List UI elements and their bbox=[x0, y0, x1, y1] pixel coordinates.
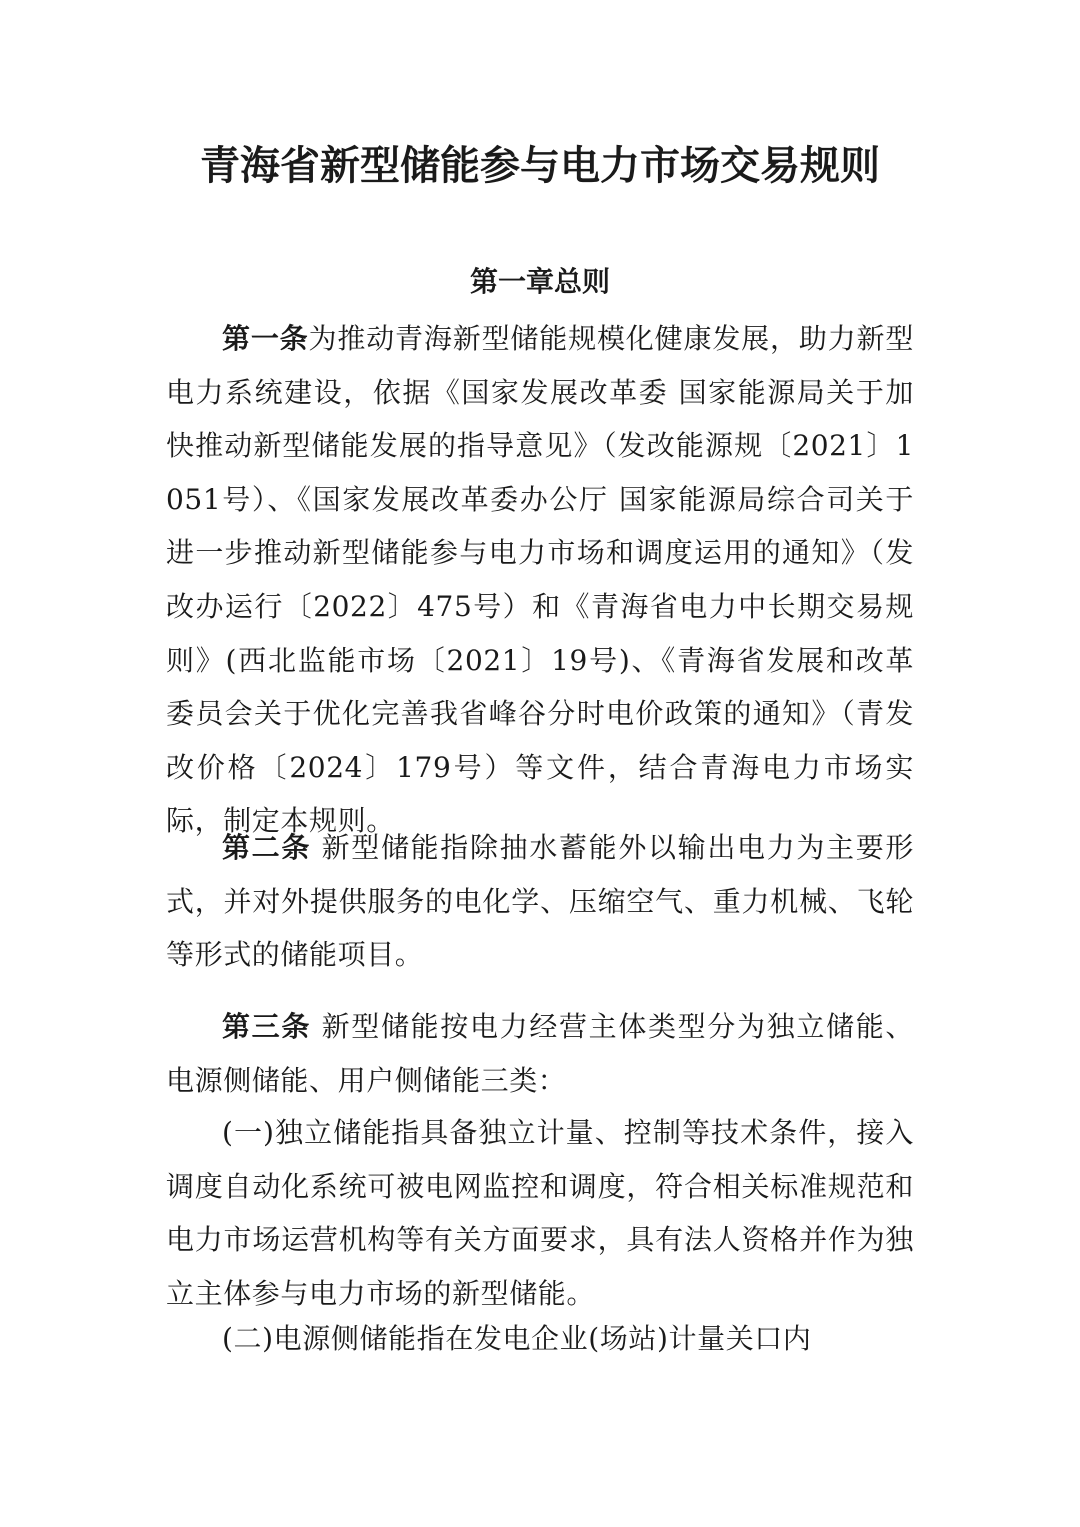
article-3-text: 新型储能按电力经营主体类型分为独立储能、电源侧储能、用户侧储能三类： bbox=[166, 1010, 914, 1097]
clause-2-text: (二)电源侧储能指在发电企业(场站)计量关口内 bbox=[222, 1322, 812, 1355]
article-3-number: 第三条 bbox=[222, 1010, 312, 1043]
clause-1-paragraph bbox=[166, 1106, 914, 1320]
clause-2-paragraph bbox=[166, 1312, 914, 1366]
article-2-text: 新型储能指除抽水蓄能外以输出电力为主要形式，并对外提供服务的电化学、压缩空气、重力机械、飞轮等形式的储能项目。 bbox=[166, 831, 914, 972]
article-2-paragraph bbox=[166, 821, 914, 982]
article-3-paragraph bbox=[166, 1000, 914, 1107]
article-1-text: 为推动青海新型储能规模化健康发展，助力新型电力系统建设，依据《国家发展改革委 国家能源局关于加快推动新型储能发展的指导意见》（发改能源规〔2021〕1051号）、《国家发展改革委办公厅 国家能源局综合司关于进一步推动新型储能参与电力市场和调度运用的通知》（发改办运行〔2022〕475号）和《青海省电力中长期交易规则》(西北监能市场〔2021〕19号)、《青海省发展和改革委员会关于优化完善我省峰谷分时电价政策的通知》（青发改价格〔2024〕179号）等文件，结合青海电力市场实际，制定本规则。 bbox=[166, 322, 914, 838]
document-title: 青海省新型储能参与电力市场交易规则 bbox=[200, 142, 880, 189]
article-1-number: 第一条 bbox=[222, 322, 309, 355]
clause-1-text: (一)独立储能指具备独立计量、控制等技术条件，接入调度自动化系统可被电网监控和调度，符合相关标准规范和电力市场运营机构等有关方面要求，具有法人资格并作为独立主体参与电力市场的新型储能。 bbox=[166, 1116, 914, 1310]
article-2-number: 第二条 bbox=[222, 831, 312, 864]
chapter-heading: 第一章总则 bbox=[469, 265, 610, 298]
article-1-paragraph bbox=[166, 312, 914, 848]
